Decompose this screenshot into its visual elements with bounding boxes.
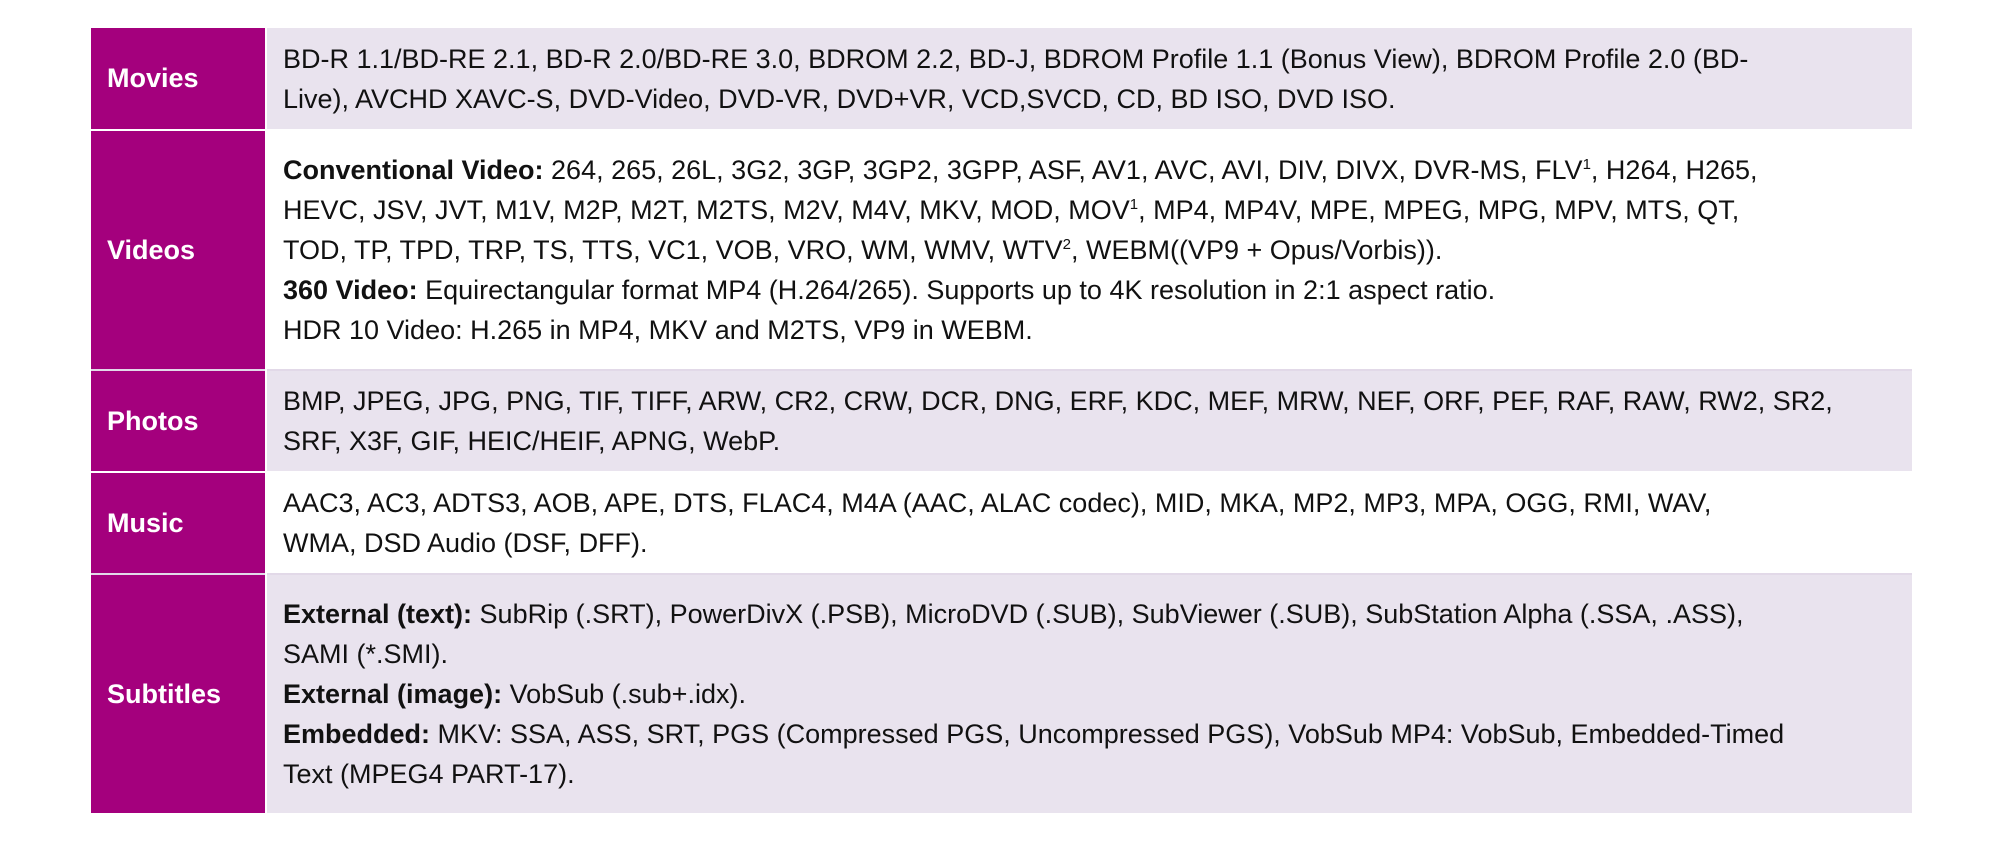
- formats-text-subtitles: [266, 574, 1912, 814]
- embedded-label: Embedded:: [283, 719, 431, 749]
- text-fragment: TOD, TP, TPD, TRP, TS, TTS, VC1, VOB, VRO, WM, WMV, WTV: [283, 235, 1063, 265]
- text-line: BD-R 1.1/BD-RE 2.1, BD-R 2.0/BD-RE 3.0, BDROM 2.2, BD-J, BDROM Profile 1.1 (Bonus View), BDROM Profile 2.0 (BD-: [283, 43, 1749, 74]
- text-line: [283, 594, 1896, 634]
- formats-text-movies: [266, 28, 1912, 130]
- text-fragment: MKV: SSA, ASS, SRT, PGS (Compressed PGS, Uncompressed PGS), VobSub MP4: VobSub, Embedded-Timed: [430, 719, 1785, 749]
- table-row-photos: [91, 370, 1912, 472]
- text-fragment: 264, 265, 26L, 3G2, 3GP, 3GP2, 3GPP, ASF, AV1, AVC, AVI, DIV, DIVX, DVR-MS, FLV: [543, 155, 1583, 185]
- text-line: [283, 150, 1896, 190]
- table-row-subtitles: [91, 574, 1912, 814]
- text-line: [283, 674, 1896, 714]
- text-fragment: VobSub (.sub+.idx).: [502, 679, 746, 709]
- category-label-music: Music: [91, 472, 266, 574]
- text-line: [283, 714, 1896, 754]
- text-line: [283, 270, 1896, 310]
- text-fragment: Equirectangular format MP4 (H.264/265). Supports up to 4K resolution in 2:1 aspect ratio.: [417, 275, 1496, 305]
- category-label-photos: Photos: [91, 370, 266, 472]
- text-fragment: HEVC, JSV, JVT, M1V, M2P, M2T, M2TS, M2V, M4V, MKV, MOD, MOV: [283, 195, 1130, 225]
- footnote-marker: 1: [1129, 196, 1139, 213]
- table-row-music: [91, 472, 1912, 574]
- category-label-subtitles: Subtitles: [91, 574, 266, 814]
- footnote-marker: 1: [1582, 156, 1591, 173]
- text-line: Text (MPEG4 PART-17).: [283, 759, 575, 789]
- text-line: BMP, JPEG, JPG, PNG, TIF, TIFF, ARW, CR2, CRW, DCR, DNG, ERF, KDC, MEF, MRW, NEF, ORF, PEF, RAF, RAW, RW2, SR2,: [283, 386, 1833, 416]
- table-row-videos: [91, 130, 1912, 370]
- text-fragment: , MP4, MP4V, MPE, MPEG, MPG, MPV, MTS, QT,: [1138, 195, 1740, 225]
- text-line: WMA, DSD Audio (DSF, DFF).: [283, 528, 648, 558]
- category-label-videos: Videos: [91, 130, 266, 370]
- text-line: SRF, X3F, GIF, HEIC/HEIF, APNG, WebP.: [283, 426, 781, 456]
- text-fragment: SubRip (.SRT), PowerDivX (.PSB), MicroDVD (.SUB), SubViewer (.SUB), SubStation Alpha (.SSA, .ASS),: [472, 599, 1744, 629]
- text-fragment: , WEBM((VP9 + Opus/Vorbis)).: [1071, 235, 1443, 265]
- footnote-marker: 2: [1062, 236, 1071, 253]
- video-360-label: 360 Video:: [283, 275, 418, 305]
- text-line: Live), AVCHD XAVC-S, DVD-Video, DVD-VR, DVD+VR, VCD,SVCD, CD, BD ISO, DVD ISO.: [283, 83, 1396, 114]
- text-line: [283, 230, 1896, 270]
- conventional-video-label: Conventional Video:: [283, 155, 544, 185]
- hdr-video-line: HDR 10 Video: H.265 in MP4, MKV and M2TS, VP9 in WEBM.: [283, 315, 1033, 345]
- supported-formats-table: [91, 28, 1912, 815]
- formats-text-music: [266, 472, 1912, 574]
- table-row-movies: [91, 28, 1912, 130]
- text-line: SAMI (*.SMI).: [283, 639, 449, 669]
- external-text-label: External (text):: [283, 599, 473, 629]
- category-label-movies: Movies: [91, 28, 266, 130]
- text-fragment: , H264, H265,: [1590, 155, 1758, 185]
- text-line: AAC3, AC3, ADTS3, AOB, APE, DTS, FLAC4, M4A (AAC, ALAC codec), MID, MKA, MP2, MP3, MPA, OGG, RMI, WAV,: [283, 488, 1712, 518]
- external-image-label: External (image):: [283, 679, 503, 709]
- formats-text-photos: [266, 370, 1912, 472]
- formats-text-videos: [266, 130, 1912, 370]
- text-line: [283, 190, 1896, 230]
